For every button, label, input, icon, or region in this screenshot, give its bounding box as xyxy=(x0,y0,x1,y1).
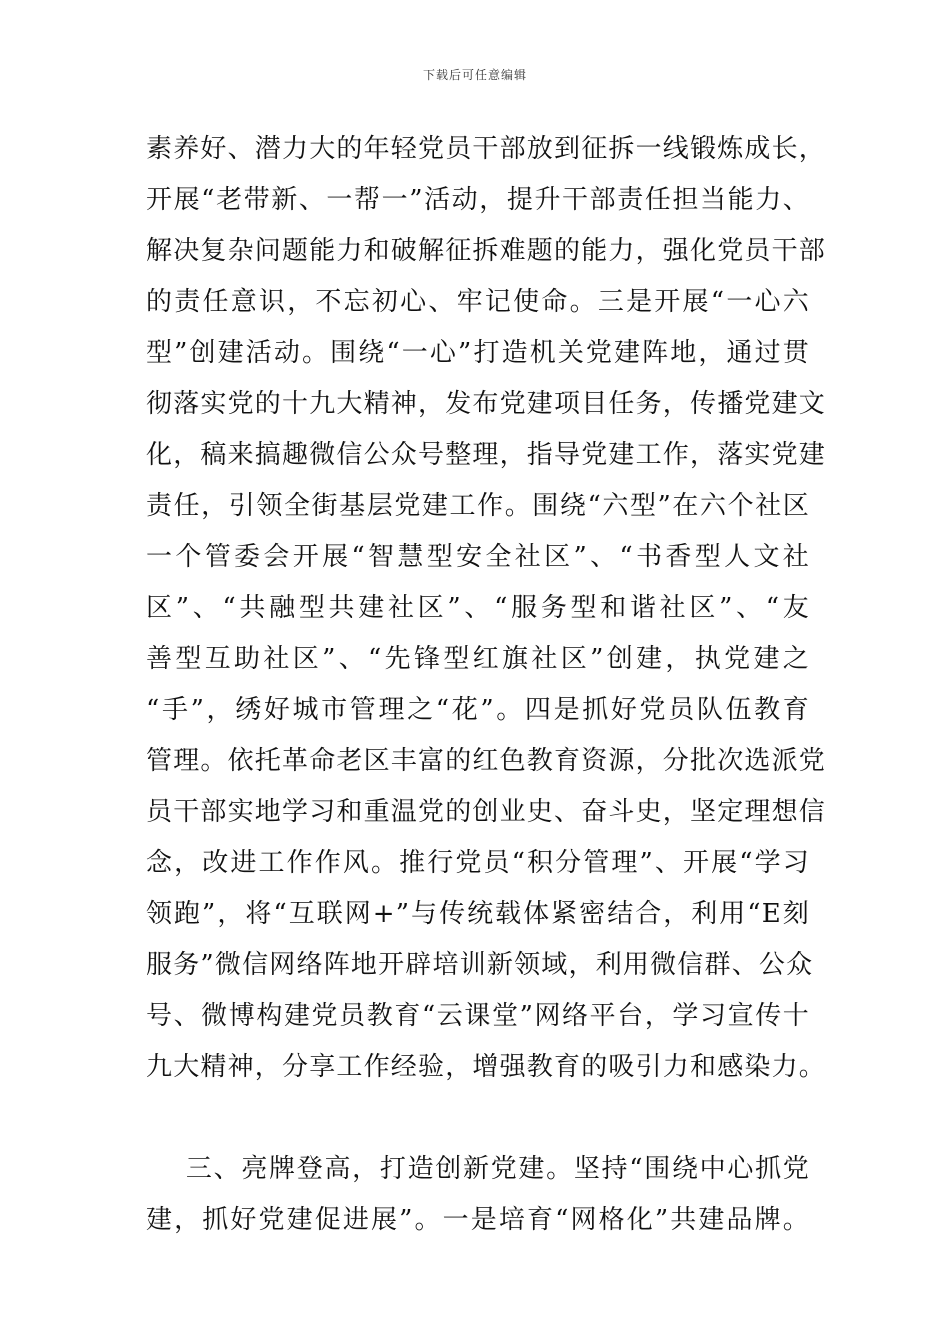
text-line: 建，抓好党建促进展”。一是培育“网格化”共建品牌。 xyxy=(146,1205,810,1235)
text-line: 责任，引领全街基层党建工作。围绕“六型”在六个社区 xyxy=(146,491,810,521)
text-line: 一个管委会开展“智慧型安全社区”、“书香型人文社 xyxy=(146,542,810,572)
text-line: 解决复杂问题能力和破解征拆难题的能力，强化党员干部 xyxy=(146,236,827,266)
text-line: 领跑”，将“互联网+”与传统载体紧密结合，利用“E刻 xyxy=(146,899,810,929)
text-line: 区”、“共融型共建社区”、“服务型和谐社区”、“友 xyxy=(146,593,810,623)
text-line: “手”，绣好城市管理之“花”。四是抓好党员队伍教育 xyxy=(146,695,810,725)
text-line: 素养好、潜力大的年轻党员干部放到征拆一线锻炼成长， xyxy=(146,134,827,164)
text-line: 善型互助社区”、“先锋型红旗社区”创建，执党建之 xyxy=(146,644,810,674)
text-line: 号、微博构建党员教育“云课堂”网络平台，学习宣传十 xyxy=(146,1001,810,1031)
paragraph xyxy=(146,1144,810,1246)
document-body xyxy=(146,124,827,1246)
paragraph xyxy=(146,124,827,1093)
paragraph-gap xyxy=(146,1093,810,1144)
text-line: 员干部实地学习和重温党的创业史、奋斗史，坚定理想信 xyxy=(146,797,827,827)
text-line: 彻落实党的十九大精神，发布党建项目任务，传播党建文 xyxy=(146,389,827,419)
text-line: 化，稿来搞趣微信公众号整理，指导党建工作，落实党建 xyxy=(146,440,827,470)
text-line: 念，改进工作作风。推行党员“积分管理”、开展“学习 xyxy=(146,848,810,878)
text-line: 开展“老带新、一帮一”活动，提升干部责任担当能力、 xyxy=(146,185,810,215)
text-line: 服务”微信网络阵地开辟培训新领域，利用微信群、公众 xyxy=(146,950,814,980)
page-header: 下载后可任意编辑 xyxy=(422,68,527,82)
text-line: 的责任意识，不忘初心、牢记使命。三是开展“一心六 xyxy=(146,287,810,317)
text-line: 型”创建活动。围绕“一心”打造机关党建阵地，通过贯 xyxy=(146,338,810,368)
text-line: 三、亮牌登高，打造创新党建。坚持“围绕中心抓党 xyxy=(146,1154,810,1184)
text-line: 管理。依托革命老区丰富的红色教育资源，分批次选派党 xyxy=(146,746,827,776)
text-line-last: 九大精神，分享工作经验，增强教育的吸引力和感染力。 xyxy=(146,1052,827,1082)
